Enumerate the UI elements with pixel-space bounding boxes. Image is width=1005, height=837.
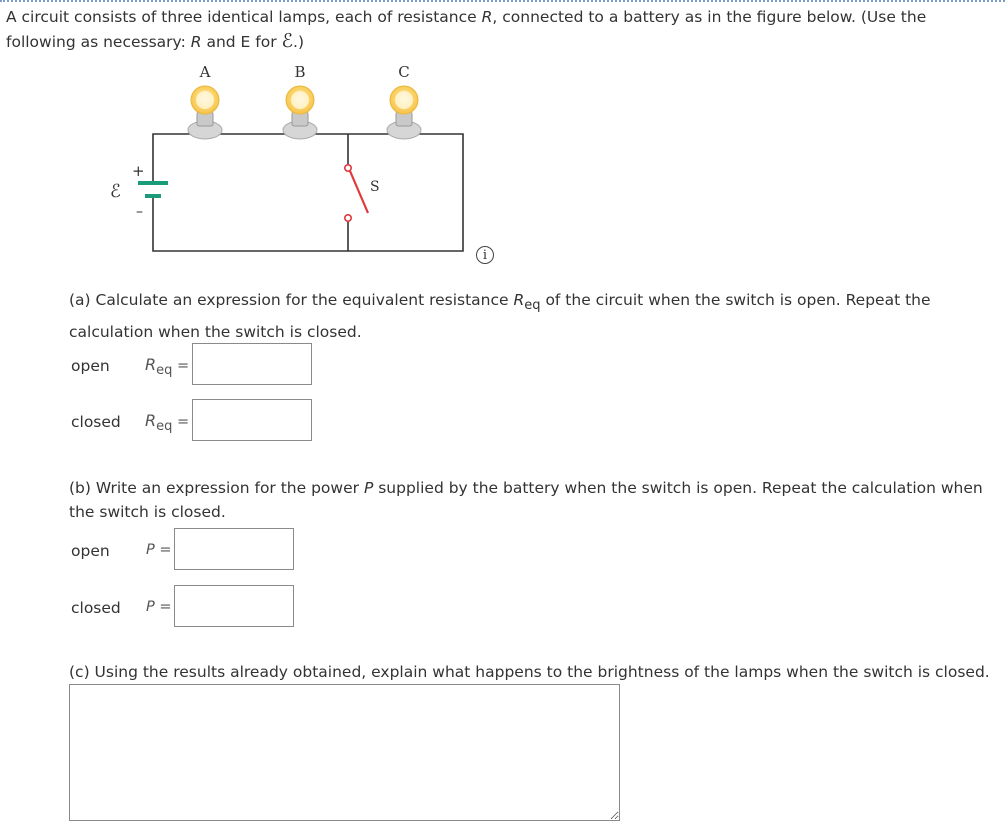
part-a-open-equals: = — [176, 358, 190, 374]
part-a-question — [69, 285, 969, 347]
intro-text-2: , connected to a battery as in the figure below. (Use the following as necessary: — [6, 8, 927, 51]
power-closed-input[interactable] — [174, 585, 294, 627]
part-a-closed-sub: eq — [156, 419, 173, 434]
part-b-text: (b) Write an expression for the power — [69, 479, 364, 497]
part-a-closed-equals: = — [176, 414, 190, 430]
part-a-text: (a) Calculate an expression for the equivalent resistance — [69, 291, 514, 309]
power-open-input[interactable] — [174, 528, 294, 570]
part-a-open-eq — [145, 355, 190, 378]
lamp-label-c: C — [398, 63, 410, 81]
top-divider — [0, 0, 1005, 2]
part-b-closed-var: P — [146, 599, 155, 615]
lamp-label-b: B — [294, 63, 306, 81]
intro-text-4: .) — [293, 33, 305, 51]
part-a-open-label: open — [71, 357, 110, 375]
part-a-open-sub: eq — [156, 363, 173, 378]
part-c-question: (c) Using the results already obtained, explain what happens to the brightness of the lamps when the switch is closed. — [69, 663, 990, 681]
lamp-a-icon — [188, 86, 222, 139]
battery-plus: + — [132, 162, 145, 180]
part-a-text-2: of the circuit when the switch is open. Repeat the calculation when the switch is closed. — [69, 291, 931, 341]
part-b-question — [69, 476, 1004, 524]
battery-minus: – — [136, 204, 143, 220]
part-a-closed-eq — [145, 411, 190, 434]
intro-var-r: R — [481, 8, 493, 26]
part-b-var: P — [363, 479, 374, 497]
part-b-open-label: open — [71, 542, 110, 560]
req-open-input[interactable] — [192, 343, 312, 385]
intro-var-r2: R — [190, 33, 202, 51]
circuit-figure — [100, 56, 480, 256]
part-a-var: R — [513, 291, 525, 309]
part-c-answer-textarea[interactable] — [69, 684, 620, 821]
battery-icon — [110, 162, 168, 220]
part-b-text-2: supplied by the battery when the switch is open. Repeat the calculation when the switch is closed. — [69, 479, 983, 521]
battery-emf-label: ℰ — [110, 181, 121, 202]
info-icon[interactable]: i — [476, 246, 494, 264]
switch-label: S — [370, 179, 380, 195]
part-b-closed-label: closed — [71, 599, 121, 617]
lamp-c-icon — [387, 86, 421, 139]
intro-text-3: and E for — [201, 33, 282, 51]
part-a-closed-label: closed — [71, 413, 121, 431]
part-a-closed-var: R — [145, 411, 157, 430]
part-b-open-eq — [146, 542, 172, 558]
switch-icon — [345, 165, 380, 221]
part-b-closed-eq — [146, 599, 172, 615]
lamp-b-icon — [283, 86, 317, 139]
part-b-open-equals: = — [159, 542, 172, 558]
part-a-open-var: R — [145, 355, 157, 374]
part-b-open-var: P — [146, 542, 155, 558]
intro-text: A circuit consists of three identical lamps, each of resistance — [6, 8, 482, 26]
circuit-wires — [153, 134, 463, 251]
intro-emf-symbol: ℰ — [281, 30, 294, 52]
req-closed-input[interactable] — [192, 399, 312, 441]
lamp-label-a: A — [199, 63, 211, 81]
part-b-closed-equals: = — [159, 599, 172, 615]
part-a-sub: eq — [524, 298, 541, 313]
problem-intro — [6, 5, 996, 54]
